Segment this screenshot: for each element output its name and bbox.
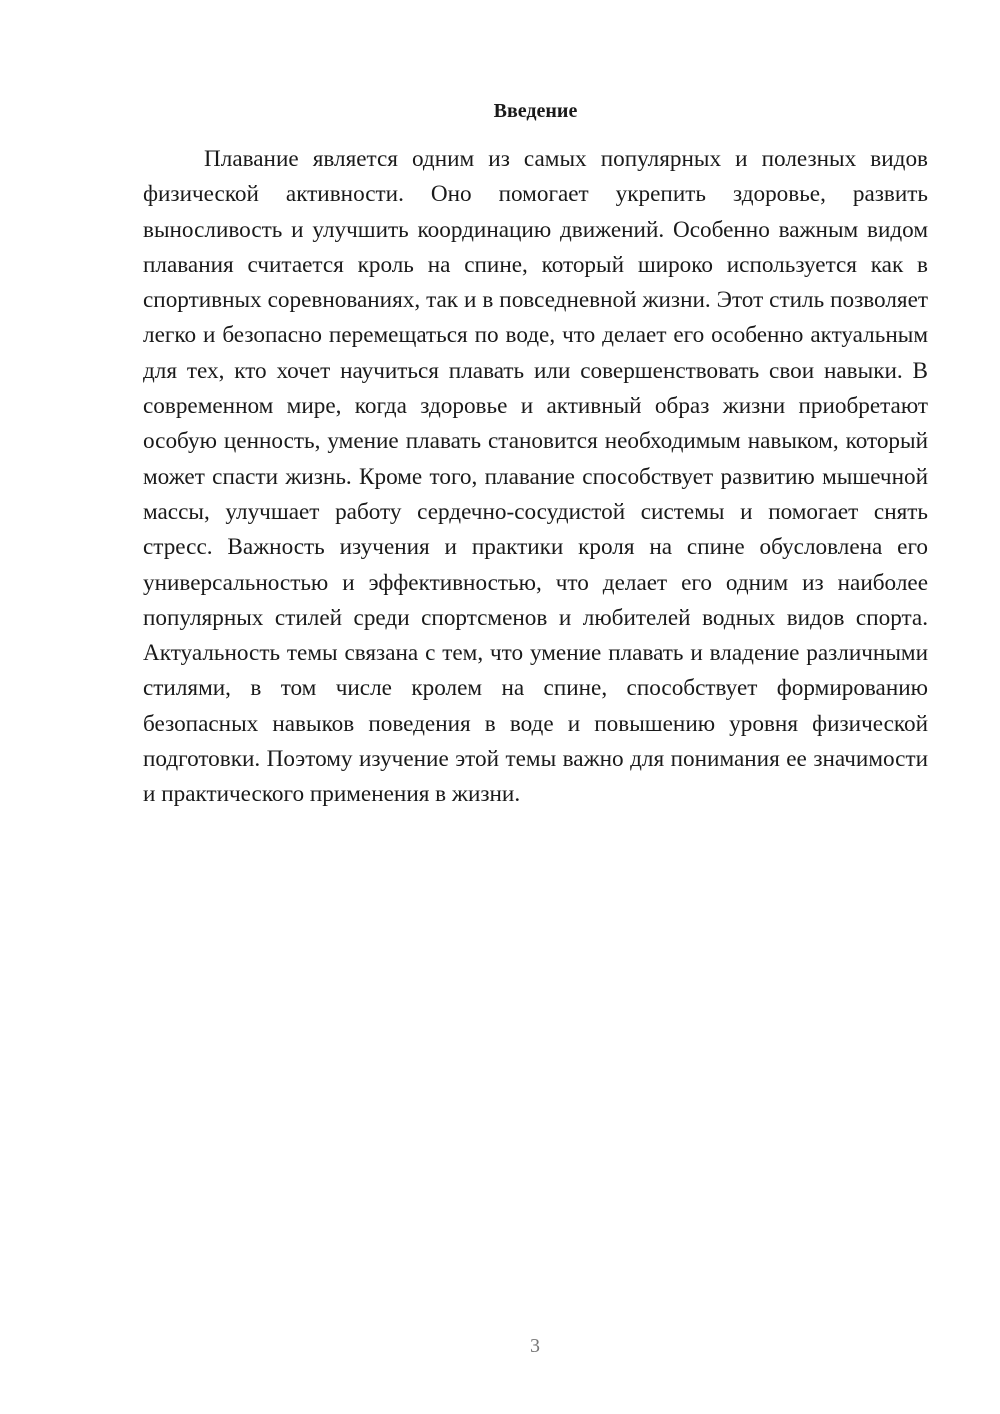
body-paragraph: Плавание является одним из самых популярных и полезных видов физической активности. Оно помогает укрепить здоровье, развить выносливость и улучшить координацию движений. Особенно важным видом плавания считается кроль на спине, который широко используется как в спортивных соревнованиях, так и в повседневной жизни. Этот стиль позволяет легко и безопасно перемещаться по воде, что делает его особенно актуальным для тех, кто хочет научиться плавать или совершенствовать свои навыки. В современном мире, когда здоровье и активный образ жизни приобретают особую ценность, умение плавать становится необходимым навыком, который может спасти жизнь. Кроме того, плавание способствует развитию мышечной массы, улучшает работу сердечно-сосудистой системы и помогает снять стресс. Важность изучения и практики кроля на спине обусловлена его универсальностью и эффективностью, что делает его одним из наиболее популярных стилей среди спортсменов и любителей водных видов спорта. Актуальность темы связана с тем, что умение плавать и владение различными стилями, в том числе кролем на спине, способствует формированию безопасных навыков поведения в воде и повышению уровня физической подготовки. Поэтому изучение этой темы важно для понимания ее значимости и практического применения в жизни.	[143, 146, 928, 808]
page-number: 3	[530, 1335, 540, 1357]
section-title: Введение	[493, 100, 578, 122]
